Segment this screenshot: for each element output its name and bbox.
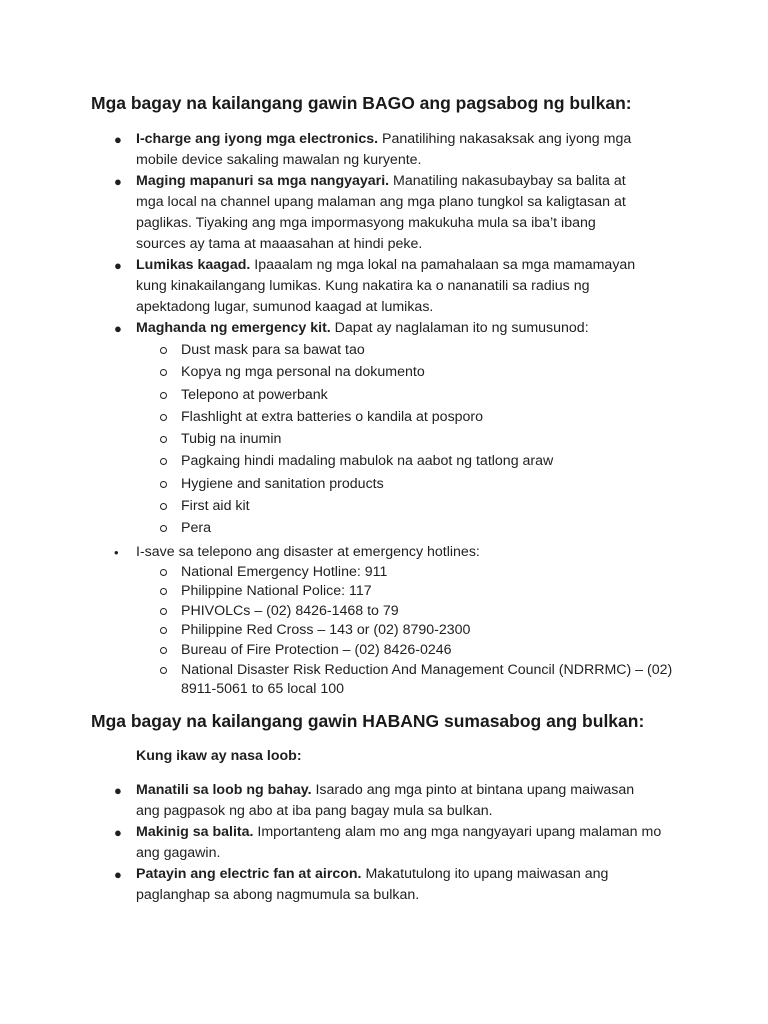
hotline-text: National Disaster Risk Reduction And Management Council (NDRRMC) – (02) 8911-5061 to 65 local 100 (181, 661, 673, 698)
circle-bullet-icon (160, 627, 167, 634)
hotline-text: Philippine National Police: 117 (181, 583, 372, 600)
item-text: Panatilihing nakasaksak ang iyong mga mobile device sakaling mawalan ng kuryente. (136, 131, 632, 168)
bullet-icon: ● (114, 321, 122, 336)
circle-bullet-icon (160, 608, 167, 615)
hotline-text: National Emergency Hotline: 911 (181, 563, 388, 580)
sub-item-text: Telepono at powerbank (181, 386, 328, 403)
circle-bullet-icon (160, 392, 167, 399)
list-item (112, 822, 676, 864)
sub-list-item (160, 582, 696, 602)
sub-item-text: Tubig na inumin (181, 431, 282, 448)
list-item (112, 542, 696, 700)
hotline-text: Philippine Red Cross – 143 or (02) 8790-2300 (181, 622, 471, 639)
item-bold-text: I-charge ang iyong mga electronics. (136, 131, 379, 147)
hotline-text: Bureau of Fire Protection – (02) 8426-0246 (181, 642, 452, 659)
sub-item-text: Kopya ng mga personal na dokumento (181, 364, 425, 381)
list-item (112, 171, 636, 255)
circle-bullet-icon (160, 667, 167, 674)
sub-list-item (160, 495, 666, 517)
sub-list-item (160, 661, 676, 700)
circle-bullet-icon (160, 503, 167, 510)
section-heading-during: Mga bagay na kailangang gawin HABANG sumasabog ang bulkan: (91, 711, 645, 731)
item-bold-text: Manatili sa loob ng bahay. (136, 782, 312, 798)
item-text: Dapat ay naglalaman ito ng sumusunod: (330, 320, 589, 336)
bullet-icon: ● (114, 132, 122, 147)
bullet-icon: ● (114, 174, 122, 189)
sub-heading-inside: Kung ikaw ay nasa loob: (136, 748, 302, 764)
bullet-icon: ● (114, 867, 122, 882)
item-text: Importanteng alam mo ang mga nangyayari upang malaman mo ang gagawin. (136, 824, 662, 861)
sub-list-item (160, 384, 666, 406)
circle-bullet-icon (160, 458, 167, 465)
list-item (112, 780, 656, 822)
sub-item-text: First aid kit (181, 498, 250, 515)
sub-list-item (160, 641, 696, 661)
item-bold-text: Lumikas kaagad. (136, 257, 251, 273)
bullet-icon: ● (114, 783, 122, 798)
circle-bullet-icon (160, 436, 167, 443)
bullet-icon: ● (114, 258, 122, 273)
circle-bullet-icon (160, 414, 167, 421)
sub-item-text: Pagkaing hindi madaling mabulok na aabot ng tatlong araw (181, 453, 554, 470)
sub-list-item (160, 563, 696, 583)
item-text: Manatiling nakasubaybay sa balita at mga local na channel upang malaman ang mga plano tungkol sa kaligtasan at paglikas. Tiyaking ang mga impormasyong makukuha mula sa iba’t ibang sources ay tama at maaasahan at hindi peke. (136, 173, 626, 252)
during-list (112, 780, 672, 906)
sub-list-item (160, 517, 666, 539)
sub-list-item (160, 406, 666, 428)
sub-item-text: Dust mask para sa bawat tao (181, 342, 365, 358)
circle-bullet-icon (160, 588, 167, 595)
circle-bullet-icon (160, 525, 167, 532)
sub-list-item (160, 361, 666, 383)
bullet-icon: ● (114, 825, 122, 840)
list-item (112, 129, 636, 171)
item-text: I-save sa telepono ang disaster at emergency hotlines: (136, 543, 480, 560)
item-text: Ipaaalam ng mga lokal na pamahalaan sa mga mamamayan kung kinakailangang lumikas. Kung nakatira ka o nananatili sa radius ng apektadong lugar, sumunod kaagad at lumikas. (136, 257, 636, 315)
section-heading-before: Mga bagay na kailangang gawin BAGO ang pagsabog ng bulkan: (91, 93, 632, 113)
bullet-icon: • (114, 544, 119, 560)
sub-item-text: Hygiene and sanitation products (181, 475, 384, 492)
sub-list-item (160, 473, 666, 495)
item-bold-text: Makinig sa balita. (136, 824, 254, 840)
item-text: Isarado ang mga pinto at bintana upang maiwasan ang pagpasok ng abo at iba pang bagay mula sa bulkan. (136, 782, 635, 819)
item-bold-text: Maging mapanuri sa mga nangyayari. (136, 173, 390, 189)
sub-list-item (160, 339, 666, 361)
hotlines-list (136, 563, 696, 700)
sub-list-item (160, 621, 696, 641)
list-item (112, 318, 666, 540)
before-list (112, 129, 672, 700)
circle-bullet-icon (160, 569, 167, 576)
item-text: Makatutulong ito upang maiwasan ang paglanghap sa abong nagmumula sa bulkan. (136, 866, 609, 903)
sub-list-item (160, 602, 696, 622)
sub-item-text: Pera (181, 520, 211, 537)
circle-bullet-icon (160, 481, 167, 488)
list-item (112, 255, 666, 318)
circle-bullet-icon (160, 647, 167, 654)
emergency-kit-list (136, 339, 666, 540)
sub-list-item (160, 428, 666, 450)
hotline-text: PHIVOLCs – (02) 8426-1468 to 79 (181, 602, 399, 619)
list-item (112, 864, 656, 906)
sub-item-text: Flashlight at extra batteries o kandila at posporo (181, 408, 484, 425)
item-bold-text: Patayin ang electric fan at aircon. (136, 866, 362, 882)
circle-bullet-icon (160, 369, 167, 376)
item-bold-text: Maghanda ng emergency kit. (136, 320, 331, 336)
sub-list-item (160, 450, 666, 472)
circle-bullet-icon (160, 347, 167, 354)
